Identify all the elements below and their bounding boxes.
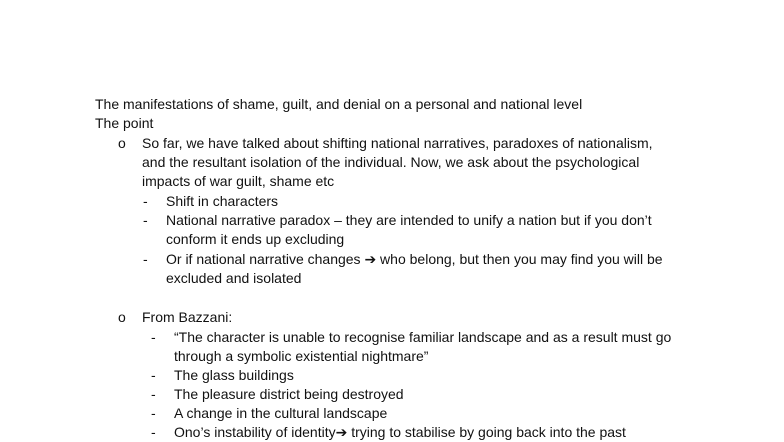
section1-line-1: So far, we have talked about shifting national narratives, paradoxes of nationalism, [142,135,653,151]
dash-marker: - [151,367,156,383]
bullet-marker: o [118,135,126,151]
list-item: The glass buildings [174,367,294,383]
dash-marker: - [151,329,156,345]
list-item: Or if national narrative changes ➔ who belong, but then you may find you will be [166,251,663,267]
list-item: A change in the cultural landscape [174,405,388,421]
dash-marker: - [151,424,156,440]
document-heading: The manifestations of shame, guilt, and denial on a personal and national level [95,96,583,112]
list-item: Ono’s instability of identity➔ trying to stabilise by going back into the past [174,424,626,440]
section1-line-3: impacts of war guilt, shame etc [142,173,335,189]
list-item-continuation: excluded and isolated [166,270,302,286]
list-item: Shift in characters [166,193,279,209]
section2-line-1: From Bazzani: [142,309,233,325]
list-item-continuation: through a symbolic existential nightmare” [174,348,429,364]
dash-marker: - [151,405,156,421]
list-item: National narrative paradox – they are intended to unify a nation but if you don’t [166,212,652,228]
dash-marker: - [143,251,148,267]
section1-line-2: and the resultant isolation of the individual. Now, we ask about the psychological [142,154,640,170]
list-item-continuation: conform it ends up excluding [166,231,345,247]
subheading: The point [95,115,154,131]
dash-marker: - [143,193,148,209]
dash-marker: - [143,212,148,228]
dash-marker: - [151,386,156,402]
list-item: “The character is unable to recognise familiar landscape and as a result must go [174,329,672,345]
list-item: The pleasure district being destroyed [174,386,404,402]
bullet-marker: o [118,309,126,325]
